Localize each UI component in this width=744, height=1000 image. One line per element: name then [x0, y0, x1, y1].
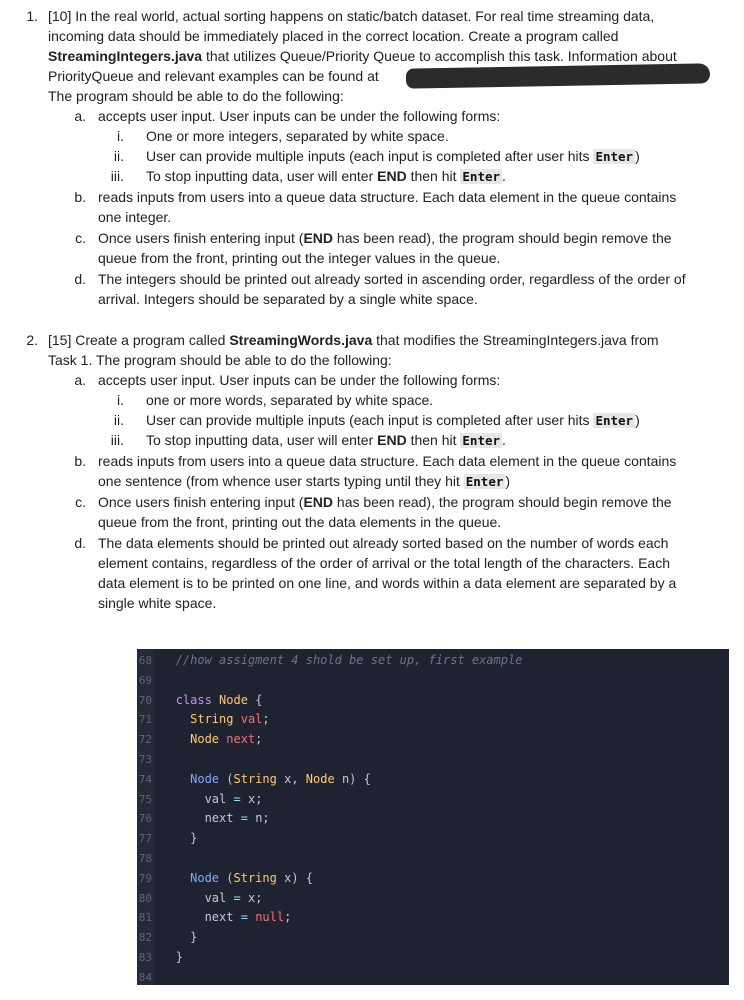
code-line-70: 70 class Node {	[138, 692, 263, 707]
task1-d-line-1: The integers should be printed out already sorted in ascending order, regardless of the order of	[98, 271, 686, 287]
code-comment: //how assigment 4 shold be set up, first example	[175, 653, 523, 667]
code-line-73: 73	[138, 753, 152, 766]
task2-a-i-text: one or more words, separated by white space.	[146, 392, 434, 408]
task2-number: 2.	[26, 332, 38, 348]
task1-c-line-1: Once users finish entering input (END has been read), the program should begin remove the	[98, 230, 672, 246]
task2-b-marker: b.	[74, 453, 86, 469]
task1-b-marker: b.	[74, 189, 86, 205]
redacted-link	[406, 63, 710, 88]
enter-key-label: Enter	[465, 474, 504, 489]
task2-line-2: Task 1. The program should be able to do the following:	[48, 352, 392, 368]
task1-intro-line-2: incoming data should be immediately placed in the correct location. Create a program called	[48, 28, 619, 44]
code-line-72: 72 Node next;	[138, 732, 263, 747]
task1-a-marker: a.	[74, 108, 86, 124]
task2-c-line-2: queue from the front, printing out the data elements in the queue.	[98, 514, 502, 530]
task1-intro-line-1: [10] In the real world, actual sorting happens on static/batch dataset. For real time streaming data,	[48, 8, 655, 24]
code-line-79: 79 Node (String x) {	[138, 870, 314, 885]
enter-key-label: Enter	[595, 149, 634, 164]
task1-a-iii-marker: iii.	[110, 168, 124, 184]
task2-a-iii-marker: iii.	[110, 432, 124, 448]
task1-a-i-text: One or more integers, separated by white space.	[146, 128, 449, 144]
task1-a-iii-text: To stop inputting data, user will enter END then hit Enter .	[146, 168, 506, 184]
task2-d-line-2: element contains, regardless of the order of arrival or the total length of the characters. Each	[98, 555, 670, 571]
code-snippet-image	[137, 649, 729, 985]
task1-c-marker: c.	[75, 230, 86, 246]
code-line-76: 76 next = n;	[138, 811, 270, 826]
task2-line-1: [15] Create a program called StreamingWords.java that modifies the StreamingIntegers.java from	[48, 332, 659, 348]
task2-d-marker: d.	[74, 535, 86, 551]
task1-intro-line-3: StreamingIntegers.java that utilizes Queue/Priority Queue to accomplish this task. Information about	[48, 48, 677, 64]
task1-intro-line-4: PriorityQueue and relevant examples can be found at	[48, 68, 379, 84]
code-line-84: 84	[138, 970, 152, 984]
enter-key-label: Enter	[462, 433, 501, 448]
enter-key-label: Enter	[595, 413, 634, 428]
code-line-69: 69	[138, 673, 152, 687]
task2-c-line-1: Once users finish entering input (END has been read), the program should begin remove the	[98, 494, 672, 510]
code-line-75: 75 val = x;	[138, 791, 263, 806]
code-line-71: 71 String val;	[138, 712, 270, 727]
code-line-78: 78	[138, 852, 152, 865]
code-line-82: 82 }	[138, 930, 198, 945]
task1-a-i-marker: i.	[117, 128, 124, 144]
streaming-integers-filename: StreamingIntegers.java	[48, 48, 203, 64]
task1-d-marker: d.	[74, 271, 86, 287]
task1-c-line-2: queue from the front, printing out the integer values in the queue.	[98, 250, 501, 266]
task1-program-line: The program should be able to do the following:	[48, 88, 344, 104]
task2-a-ii-marker: ii.	[113, 412, 124, 428]
streaming-words-filename: StreamingWords.java	[229, 332, 373, 348]
task2-a-ii-text: User can provide multiple inputs (each input is completed after user hits Enter )	[146, 412, 640, 428]
task1-a-text: accepts user input. User inputs can be under the following forms:	[98, 108, 501, 124]
task2-b-line-1: reads inputs from users into a queue data structure. Each data element in the queue contains	[98, 453, 677, 469]
code-line-83: 83 }	[138, 950, 183, 964]
task2-a-i-marker: i.	[117, 392, 124, 408]
code-line-74: 74 Node (String x, Node n) {	[138, 771, 371, 786]
task2-d-line-3: data element is to be printed on one line, and words within a data element are separated by a	[98, 575, 677, 591]
code-line-80: 80 val = x;	[138, 890, 263, 905]
task2-d-line-1: The data elements should be printed out already sorted based on the number of words each	[98, 535, 669, 551]
task1-number: 1.	[26, 8, 38, 24]
task1-a-ii-text: User can provide multiple inputs (each input is completed after user hits Enter )	[146, 148, 640, 164]
task2-a-marker: a.	[74, 372, 86, 388]
task1-a-ii-marker: ii.	[113, 148, 124, 164]
task2-b-line-2: one sentence (from whence user starts typing until they hit Enter )	[98, 473, 511, 489]
code-line-81: 81 next = null;	[138, 910, 292, 925]
task2-d-line-4: single white space.	[98, 595, 217, 611]
task1-b-line-2: one integer.	[98, 209, 172, 225]
task1-d-line-2: arrival. Integers should be separated by a single white space.	[98, 291, 478, 307]
task2-c-marker: c.	[75, 494, 86, 510]
enter-key-label: Enter	[462, 169, 501, 184]
code-line-68: 68 //how assigment 4 shold be set up, first example	[138, 653, 523, 667]
code-line-77: 77 }	[138, 831, 198, 846]
task2-a-text: accepts user input. User inputs can be under the following forms:	[98, 372, 501, 388]
task1-b-line-1: reads inputs from users into a queue data structure. Each data element in the queue contains	[98, 189, 677, 205]
task2-a-iii-text: To stop inputting data, user will enter END then hit Enter .	[146, 432, 506, 448]
